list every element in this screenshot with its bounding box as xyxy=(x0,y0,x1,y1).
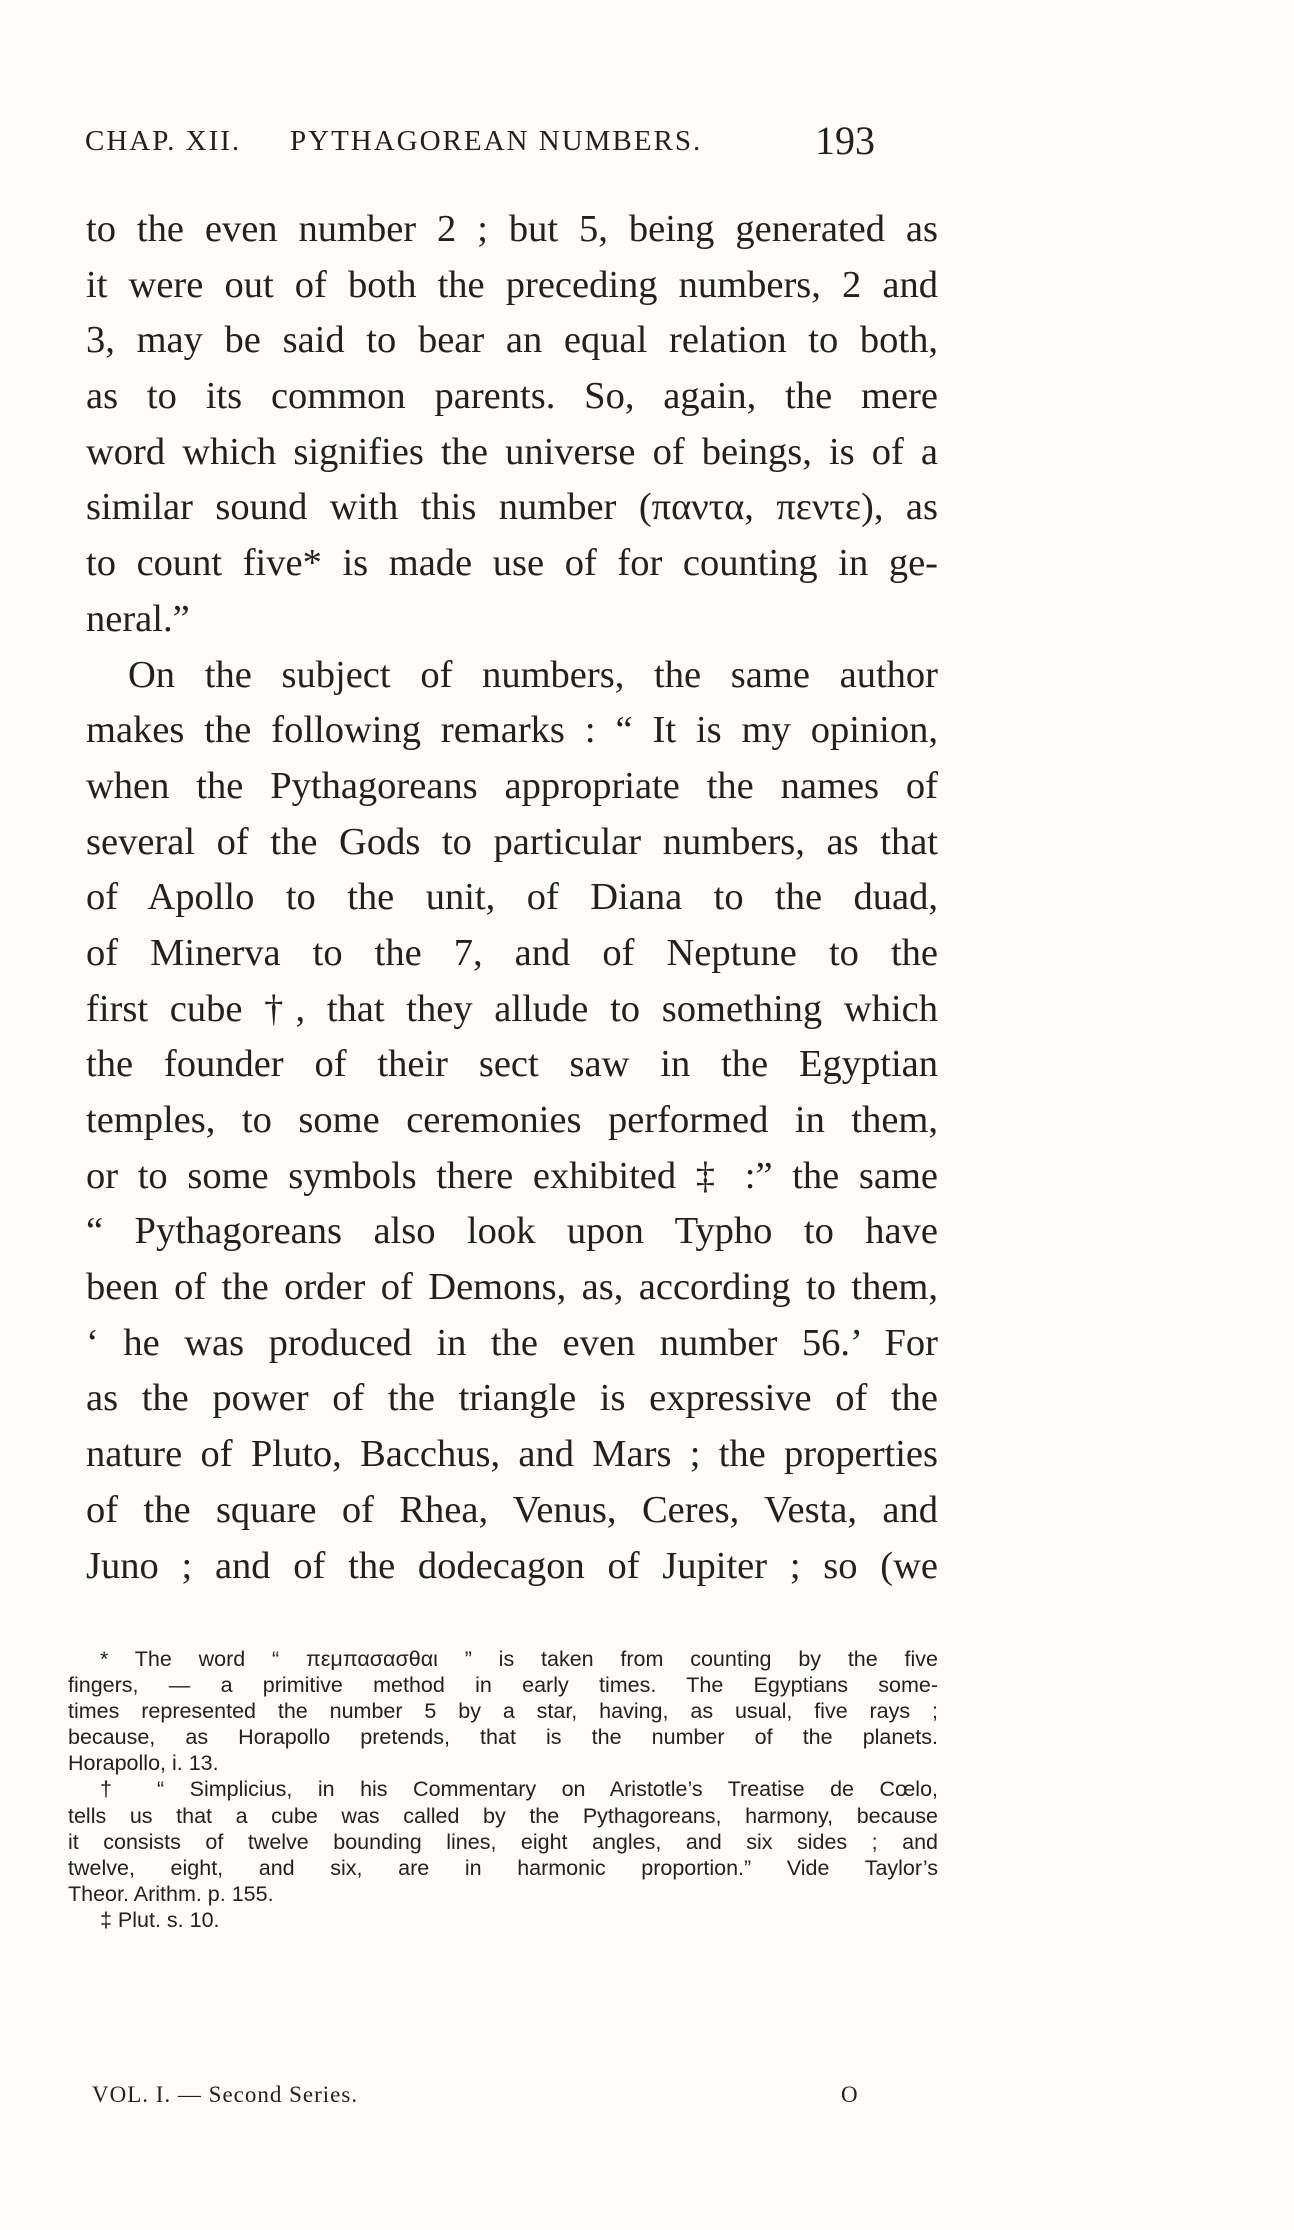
footnote-line: tells us that a cube was called by the Pythagoreans, harmony, because xyxy=(68,1803,938,1828)
footnote-line: * The word “ πεμπασασθαι ” is taken from counting by the five xyxy=(100,1647,938,1671)
body-line: of the square of Rhea, Venus, Ceres, Vesta, and xyxy=(86,1488,938,1531)
body-line: temples, to some ceremonies performed in them, xyxy=(86,1099,938,1141)
body-line: to the even number 2 ; but 5, being generated as xyxy=(86,208,938,250)
footnote-line: Horapollo, i. 13. xyxy=(68,1751,219,1776)
body-line: On the subject of numbers, the same author xyxy=(128,653,938,696)
footnote-line: ‡ Plut. s. 10. xyxy=(100,1907,220,1932)
running-title: PYTHAGOREAN NUMBERS. xyxy=(290,125,703,157)
footnote-line: times represented the number 5 by a star, having, as usual, five rays ; xyxy=(68,1699,938,1724)
body-line: as to its common parents. So, again, the mere xyxy=(86,375,938,418)
footnote-line: twelve, eight, and six, are in harmonic proportion.” Vide Taylor’s xyxy=(68,1855,938,1880)
signature-mark: O xyxy=(841,2082,859,2107)
footnote-line: Theor. Arithm. p. 155. xyxy=(68,1881,274,1906)
body-line: it were out of both the preceding numbers, 2 and xyxy=(86,263,938,306)
body-line: 3, may be said to bear an equal relation to both, xyxy=(86,319,938,362)
body-text xyxy=(86,202,938,1594)
body-line: makes the following remarks : “ It is my opinion, xyxy=(86,709,938,752)
body-line: nature of Pluto, Bacchus, and Mars ; the properties xyxy=(86,1433,938,1476)
footnote-line: it consists of twelve bounding lines, eight angles, and six sides ; and xyxy=(68,1829,938,1854)
body-line: when the Pythagoreans appropriate the names of xyxy=(86,764,938,807)
footnote-line: † “ Simplicius, in his Commentary on Aristotle’s Treatise de Cœlo, xyxy=(100,1777,938,1802)
body-line: “ Pythagoreans also look upon Typho to have xyxy=(86,1210,938,1253)
footnote-line: fingers, — a primitive method in early times. The Egyptians some- xyxy=(68,1673,938,1698)
body-line: of Minerva to the 7, and of Neptune to the xyxy=(86,931,938,974)
body-line: first cube †, that they allude to something which xyxy=(86,987,938,1030)
body-line: ‘ he was produced in the even number 56.’ For xyxy=(86,1321,938,1364)
body-line: as the power of the triangle is expressive of the xyxy=(86,1377,938,1420)
body-line: neral.” xyxy=(86,597,190,640)
footnotes xyxy=(68,1646,938,1933)
body-line: the founder of their sect saw in the Egyptian xyxy=(86,1043,938,1086)
body-line: similar sound with this number (παντα, πεντε), as xyxy=(86,486,938,529)
body-line: to count five* is made use of for counting in ge- xyxy=(86,542,938,585)
body-line: several of the Gods to particular numbers, as that xyxy=(86,820,938,863)
page-number: 193 xyxy=(815,118,875,163)
body-line: word which signifies the universe of beings, is of a xyxy=(86,430,938,473)
footnote-line: because, as Horapollo pretends, that is the number of the planets. xyxy=(68,1725,938,1750)
body-line: Juno ; and of the dodecagon of Jupiter ; so (we xyxy=(86,1544,938,1587)
body-line: or to some symbols there exhibited ‡ :” the same xyxy=(86,1154,938,1197)
volume-series: VOL. I. — Second Series. xyxy=(92,2082,359,2107)
body-line: been of the order of Demons, as, according to them, xyxy=(86,1266,938,1309)
chapter-label: CHAP. XII. xyxy=(85,125,242,157)
body-line: of Apollo to the unit, of Diana to the duad, xyxy=(86,876,938,919)
